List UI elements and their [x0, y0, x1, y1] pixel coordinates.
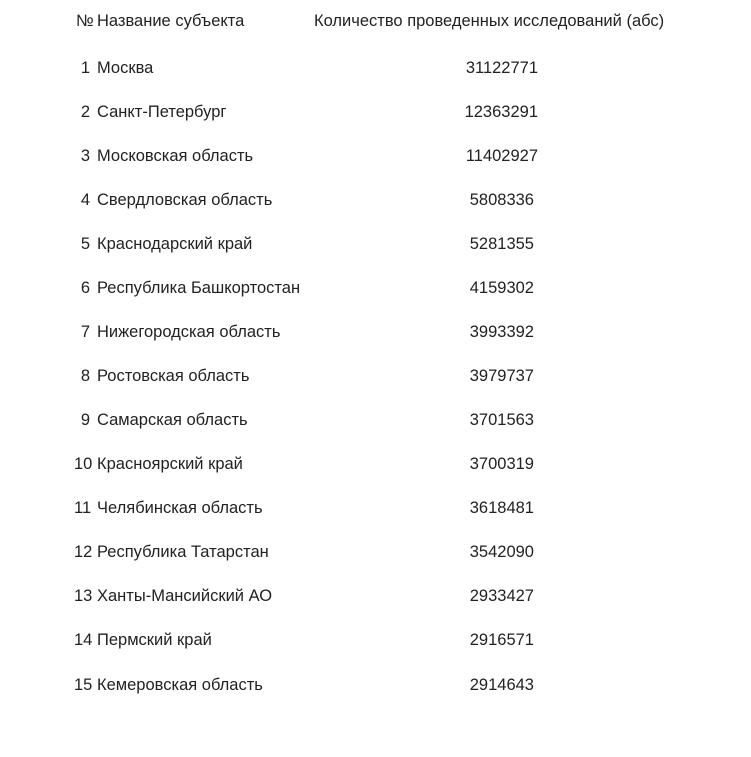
- row-subject-name: Республика Башкортостан: [97, 279, 301, 297]
- row-tests-count: 3700319: [469, 455, 534, 473]
- table-row: [0, 367, 751, 393]
- table-row: [0, 147, 751, 173]
- row-number: 4: [80, 191, 90, 209]
- row-subject-name: Республика Татарстан: [97, 543, 269, 561]
- row-subject-name: Санкт-Петербург: [97, 103, 227, 121]
- row-number: 3: [80, 147, 90, 165]
- row-subject-name: Ханты-Мансийский АО: [97, 587, 273, 605]
- table-row: [0, 103, 751, 129]
- row-tests-count: 3979737: [469, 367, 534, 385]
- row-tests-count: 3701563: [469, 411, 534, 429]
- row-subject-name: Нижегородская область: [97, 323, 281, 341]
- row-tests-count: 3618481: [469, 499, 534, 517]
- header-number: №: [76, 12, 94, 30]
- row-number: 8: [80, 367, 90, 385]
- table-row: [0, 631, 751, 657]
- row-number: 9: [80, 411, 90, 429]
- row-number: 14: [74, 631, 93, 649]
- row-subject-name: Пермский край: [97, 631, 212, 649]
- row-subject-name: Свердловская область: [97, 191, 273, 209]
- row-tests-count: 12363291: [464, 103, 538, 121]
- table-row: [0, 279, 751, 305]
- row-number: 1: [80, 59, 90, 77]
- row-subject-name: Кемеровская область: [97, 676, 263, 694]
- row-tests-count: 3993392: [469, 323, 534, 341]
- row-tests-count: 2914643: [469, 676, 534, 694]
- row-tests-count: 11402927: [465, 147, 538, 165]
- row-number: 2: [80, 103, 90, 121]
- row-number: 6: [80, 279, 90, 297]
- row-number: 12: [74, 543, 93, 561]
- row-tests-count: 4159302: [469, 279, 534, 297]
- table-row: [0, 235, 751, 261]
- row-subject-name: Красноярский край: [97, 455, 243, 473]
- row-number: 15: [74, 676, 93, 694]
- table-row: [0, 455, 751, 481]
- row-tests-count: 2916571: [469, 631, 534, 649]
- table-row: [0, 499, 751, 525]
- row-subject-name: Ростовская область: [97, 367, 250, 385]
- row-number: 11: [74, 499, 92, 517]
- row-number: 10: [74, 455, 93, 473]
- header-tests-count: Количество проведенных исследований (абс): [314, 12, 665, 30]
- row-subject-name: Краснодарский край: [97, 235, 253, 253]
- table-row: [0, 191, 751, 217]
- row-tests-count: 31122771: [465, 59, 538, 77]
- row-subject-name: Самарская область: [97, 411, 248, 429]
- row-tests-count: 5808336: [469, 191, 534, 209]
- row-tests-count: 5281355: [469, 235, 534, 253]
- row-tests-count: 2933427: [469, 587, 534, 605]
- row-number: 5: [80, 235, 90, 253]
- table-row: [0, 587, 751, 613]
- row-number: 13: [74, 587, 93, 605]
- row-tests-count: 3542090: [469, 543, 534, 561]
- table-row: [0, 543, 751, 569]
- table-row: [0, 411, 751, 437]
- table-row: [0, 323, 751, 349]
- table-row: [0, 59, 751, 85]
- row-subject-name: Московская область: [97, 147, 254, 165]
- row-subject-name: Москва: [97, 59, 154, 77]
- header-subject-name: Название субъекта: [97, 12, 245, 30]
- row-number: 7: [80, 323, 90, 341]
- table-row: [0, 676, 751, 702]
- row-subject-name: Челябинская область: [97, 499, 263, 517]
